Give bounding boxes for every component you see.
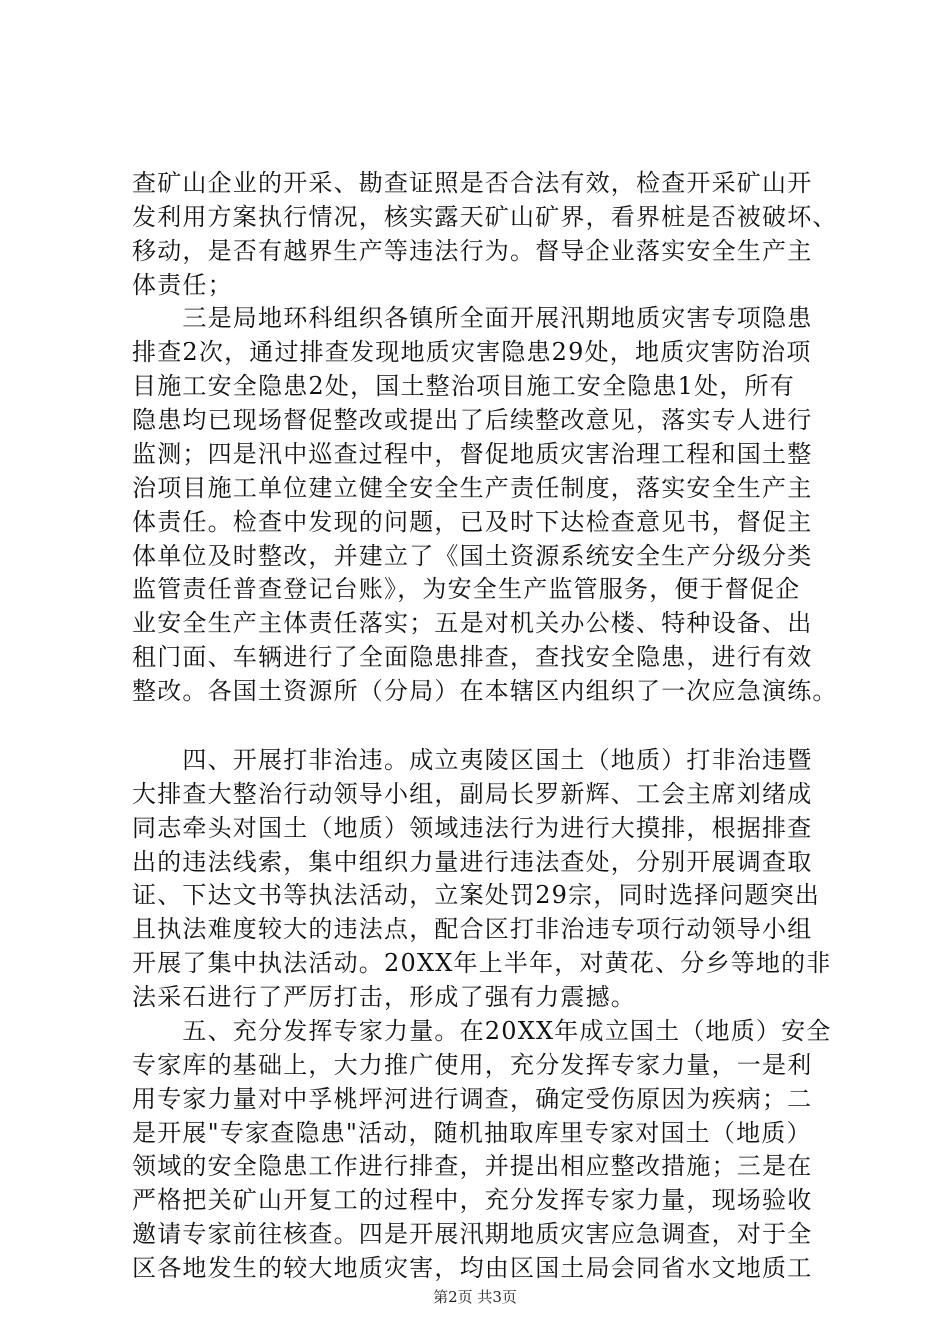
text-line: 监测；四是汛中巡查过程中，督促地质灾害治理工程和国土整: [132, 439, 813, 468]
text-line: 整改。各国土资源所（分局）在本辖区内组织了一次应急演练。: [132, 677, 838, 706]
text-line: 租门面、车辆进行了全面隐患排查，查找安全隐患，进行有效: [132, 643, 813, 672]
text-line: 开展了集中执法活动。20XX年上半年，对黄花、分乡等地的非: [132, 949, 832, 978]
text-line: 出的违法线索，集中组织力量进行违法查处，分别开展调查取: [132, 847, 813, 876]
text-line: 治项目施工单位建立健全安全生产责任制度，落实安全生产主: [132, 473, 813, 502]
text-line: 区各地发生的较大地质灾害，均由区国土局会同省水文地质工: [132, 1254, 813, 1282]
text-line: 四、开展打非治违。成立夷陵区国土（地质）打非治违暨: [132, 745, 813, 774]
text-line: 严格把关矿山开复工的过程中，充分发挥专家力量，现场验收: [132, 1186, 813, 1215]
text-line: 且执法难度较大的违法点，配合区打非治违专项行动领导小组: [132, 915, 813, 944]
text-line: 业安全生产主体责任落实；五是对机关办公楼、特种设备、出: [132, 609, 813, 638]
text-line: 监管责任普查登记台账》，为安全生产监管服务，便于督促企: [132, 575, 801, 604]
text-line: 法采石进行了严厉打击，形成了强有力震撼。: [132, 983, 636, 1012]
text-line: 领域的安全隐患工作进行排查，并提出相应整改措施；三是在: [132, 1152, 813, 1181]
text-line: 隐患均已现场督促整改或提出了后续整改意见，落实专人进行: [132, 406, 813, 435]
text-line: 专家库的基础上，大力推广使用，充分发挥专家力量，一是利: [132, 1050, 813, 1079]
page-footer: 第2页 共3页: [433, 1288, 517, 1306]
text-line: 邀请专家前往核查。四是开展汛期地质灾害应急调查，对于全: [132, 1220, 813, 1249]
text-line: 大排查大整治行动领导小组，副局长罗新辉、工会主席刘绪成: [132, 779, 813, 808]
text-line: 排查2次，通过排查发现地质灾害隐患29处，地质灾害防治项: [132, 338, 812, 367]
text-line: 体单位及时整改，并建立了《国土资源系统安全生产分级分类: [132, 541, 813, 570]
text-line: 五、充分发挥专家力量。在20XX年成立国土（地质）安全: [132, 1016, 832, 1045]
text-line: 目施工安全隐患2处，国土整治项目施工安全隐患1处，所有: [132, 372, 795, 401]
text-line: 发利用方案执行情况，核实露天矿山矿界，看界桩是否被破坏、: [132, 202, 838, 231]
text-line: 是开展"专家查隐患"活动，随机抽取库里专家对国土（地质）: [132, 1118, 812, 1147]
text-line: 体责任；: [132, 270, 233, 299]
text-line: 三是局地环科组织各镇所全面开展汛期地质灾害专项隐患: [132, 304, 813, 333]
text-line: 同志牵头对国土（地质）领域违法行为进行大摸排，根据排查: [132, 813, 813, 842]
text-line: 移动，是否有越界生产等违法行为。督导企业落实安全生产主: [132, 236, 813, 265]
text-line: 用专家力量对中孚桃坪河进行调查，确定受伤原因为疾病；二: [132, 1084, 813, 1113]
text-line: 查矿山企业的开采、勘查证照是否合法有效，检查开采矿山开: [132, 169, 813, 197]
text-line: 体责任。检查中发现的问题，已及时下达检查意见书，督促主: [132, 507, 813, 536]
text-line: 证、下达文书等执法活动，立案处罚29宗，同时选择问题突出: [132, 881, 821, 910]
